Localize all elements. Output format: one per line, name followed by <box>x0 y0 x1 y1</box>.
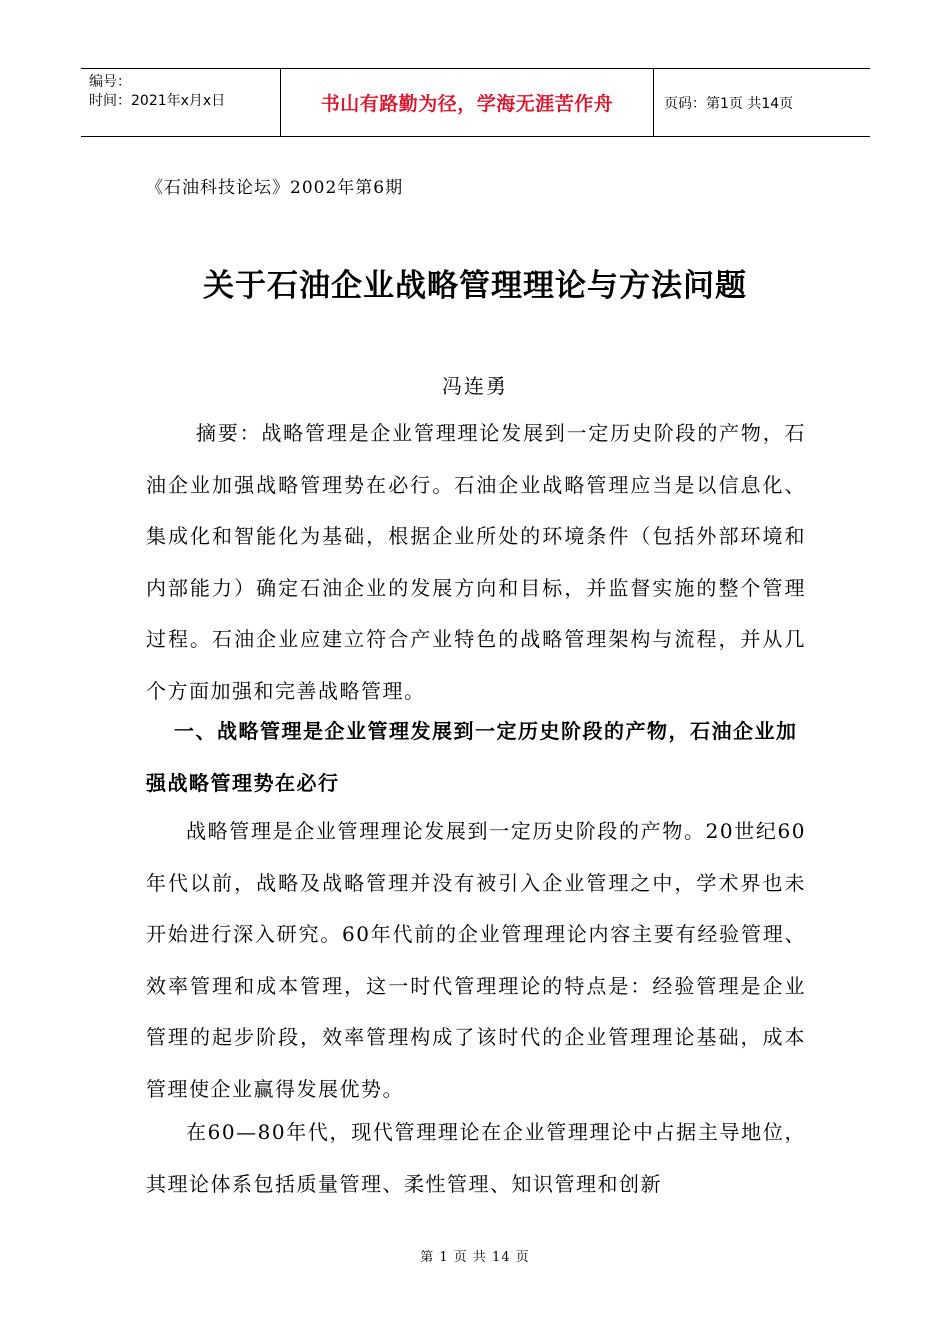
header-page-info <box>654 69 870 136</box>
abstract <box>146 408 806 717</box>
article-title: 关于石油企业战略管理理论与方法问题 <box>203 268 747 304</box>
section-paragraph-2 <box>146 1107 806 1210</box>
section-paragraph-1 <box>146 806 806 1115</box>
document-header <box>81 68 870 137</box>
motto-text: 书山有路勤为径，学海无涯苦作舟 <box>320 93 614 115</box>
journal-citation: 《石油科技论坛》2002年第6期 <box>146 178 404 198</box>
abstract-text: 摘要：战略管理是企业管理理论发展到一定历史阶段的产物，石油企业加强战略管理势在必行。石油企业战略管理应当是以信息化、集成化和智能化为基础，根据企业所处的环境条件（包括外部环境和内部能力）确定石油企业的发展方向和目标，并监督实施的整个管理过程。石油企业应建立符合产业特色的战略管理架构与流程，并从几个方面加强和完善战略管理。 <box>146 421 806 703</box>
page-info-text: 页码：第1页 共14页 <box>664 95 794 112</box>
header-motto <box>281 69 654 136</box>
document-date: 时间：2021年x月x日 <box>89 93 226 109</box>
page-footer: 第 1 页 共 14 页 <box>420 1250 530 1265</box>
document-number-label: 编号： <box>89 74 131 90</box>
article-author: 冯连勇 <box>442 374 508 398</box>
paragraph-text: 在60—80年代，现代管理理论在企业管理理论中占据主导地位，其理论体系包括质量管理、柔性管理、知识管理和创新 <box>146 1120 806 1196</box>
paragraph-text: 战略管理是企业管理理论发展到一定历史阶段的产物。20世纪60年代以前，战略及战略管理并没有被引入企业管理之中，学术界也未开始进行深入研究。60年代前的企业管理理论内容主要有经验管理、效率管理和成本管理，这一时代管理理论的特点是：经验管理是企业管理的起步阶段，效率管理构成了该时代的企业管理理论基础，成本管理使企业赢得发展优势。 <box>146 819 806 1101</box>
section-heading: 一、战略管理是企业管理发展到一定历史阶段的产物，石油企业加强战略管理势在必行 <box>146 719 798 795</box>
header-meta <box>81 69 281 136</box>
